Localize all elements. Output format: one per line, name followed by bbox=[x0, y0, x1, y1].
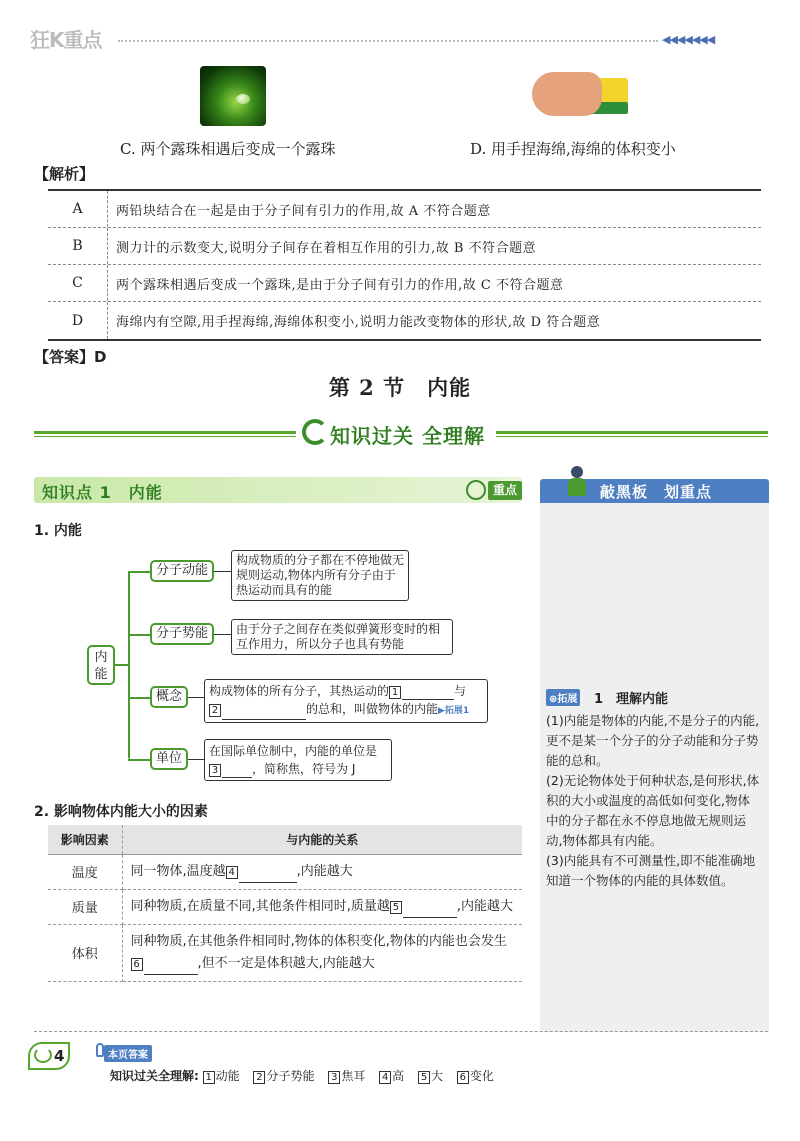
mindmap-node-concept: 概念 bbox=[150, 686, 188, 708]
mindmap-desc-potential: 由于分子之间存在类似弹簧形变时的相互作用力，所以分子也具有势能 bbox=[231, 619, 453, 655]
mindmap-connector bbox=[128, 759, 150, 761]
banner-line-left bbox=[34, 431, 296, 437]
analysis-text: 两铅块结合在一起是由于分子间有引力的作用,故 A 不符合题意 bbox=[116, 203, 491, 219]
blank-number: 2 bbox=[209, 704, 221, 717]
table-row bbox=[48, 854, 522, 889]
answer-blank-3[interactable] bbox=[222, 777, 252, 778]
refresh-icon bbox=[302, 419, 328, 445]
mindmap-connector bbox=[188, 759, 204, 760]
blank-number: 3 bbox=[209, 764, 221, 777]
dewdrop-photo bbox=[200, 66, 266, 126]
analysis-table bbox=[48, 189, 761, 341]
mindmap-connector bbox=[128, 571, 130, 759]
mindmap-desc-kinetic: 构成物质的分子都在不停地做无规则运动,物体内所有分子由于热运动而具有的能 bbox=[231, 550, 409, 601]
mindmap-connector bbox=[128, 634, 150, 636]
option-d-caption: D. 用手捏海绵,海绵的体积变小 bbox=[470, 140, 676, 158]
key-point-badge: 重点 bbox=[488, 481, 522, 500]
factor-cell: 温度 bbox=[48, 854, 122, 889]
factor-cell: 质量 bbox=[48, 889, 122, 924]
extension-paragraph: (1)内能是物体的内能,不是分子的内能,更不是某一个分子的分子动能和分子势能的总和。 bbox=[546, 713, 760, 768]
analysis-key: B bbox=[48, 228, 108, 264]
answer-item: 2 分子势能 bbox=[253, 1069, 314, 1083]
table-row bbox=[48, 924, 522, 981]
mindmap-node-kinetic: 分子动能 bbox=[150, 560, 214, 582]
analysis-key: A bbox=[48, 191, 108, 227]
extension-paragraph: (2)无论物体处于何种状态,是何形状,体积的大小或温度的高低如何变化,物体中的分子都在永不停息地做无规则运动,物体都具有内能。 bbox=[546, 773, 760, 848]
answer-blank-4[interactable] bbox=[239, 882, 297, 883]
extension-body bbox=[546, 711, 760, 891]
mindmap-node-unit: 单位 bbox=[150, 748, 188, 770]
extension-paragraph: (3)内能具有不可测量性,即不能准确地知道一个物体的内能的具体数值。 bbox=[546, 853, 756, 888]
page-answers-label: 知识过关全理解: bbox=[110, 1069, 199, 1083]
answer-label: 【答案】D bbox=[34, 348, 107, 366]
page-answers bbox=[110, 1067, 504, 1084]
table-header-row bbox=[48, 825, 522, 854]
answer-item: 3 焦耳 bbox=[328, 1069, 365, 1083]
pen-icon bbox=[34, 1047, 52, 1063]
target-icon bbox=[466, 480, 486, 500]
mindmap-connector bbox=[213, 571, 231, 572]
analysis-text: 两个露珠相遇后变成一个露珠,是由于分子间有引力的作用,故 C 不符合题意 bbox=[116, 277, 564, 293]
analysis-text: 海绵内有空隙,用手捏海绵,海绵体积变小,说明力能改变物体的形状,故 D 符合题意 bbox=[116, 315, 601, 330]
answer-blank-2[interactable] bbox=[222, 719, 306, 720]
column-header-relation: 与内能的关系 bbox=[122, 825, 522, 854]
factor-cell: 体积 bbox=[48, 924, 122, 981]
extension-tag: ⊕拓展 bbox=[546, 689, 580, 706]
analysis-row bbox=[48, 191, 761, 228]
extension-link[interactable]: ▶拓展1 bbox=[438, 706, 470, 716]
lightbulb-icon bbox=[96, 1043, 104, 1057]
relation-cell: 同一物体,温度越 4 ,内能越大 bbox=[122, 854, 522, 889]
relation-cell: 同种物质,在质量不同,其他条件相同时,质量越 5 ,内能越大 bbox=[122, 889, 522, 924]
mindmap-desc-unit: 在国际单位制中，内能的单位是 3 ，简称焦，符号为 J bbox=[204, 739, 392, 781]
mindmap-root: 内能 bbox=[87, 645, 115, 685]
analysis-key: C bbox=[48, 265, 108, 301]
answer-item: 4 高 bbox=[379, 1069, 404, 1083]
teacher-icon bbox=[566, 466, 588, 496]
header-divider bbox=[118, 40, 658, 42]
footer-divider bbox=[34, 1031, 768, 1032]
factors-heading: 2. 影响物体内能大小的因素 bbox=[34, 804, 208, 820]
answer-blank-1[interactable] bbox=[402, 699, 454, 700]
column-header-factor: 影响因素 bbox=[48, 825, 122, 854]
mindmap-connector bbox=[213, 634, 231, 635]
table-row bbox=[48, 889, 522, 924]
section-title: 第 2 节 内能 bbox=[328, 375, 472, 400]
banner-line-right bbox=[496, 431, 768, 437]
mindmap-connector bbox=[188, 697, 204, 698]
mindmap-connector bbox=[128, 697, 150, 699]
analysis-row bbox=[48, 228, 761, 265]
page-answers-tag: 本页答案 bbox=[104, 1045, 152, 1062]
blank-number: 1 bbox=[389, 686, 401, 699]
factors-table bbox=[48, 825, 522, 982]
answer-item: 5 大 bbox=[418, 1069, 443, 1083]
mindmap-connector bbox=[115, 664, 129, 666]
banner-title: 知识过关 全理解 bbox=[330, 424, 485, 448]
answer-item: 1 动能 bbox=[203, 1069, 240, 1083]
analysis-text: 测力计的示数变大,说明分子间存在着相互作用的引力,故 B 不符合题意 bbox=[116, 240, 537, 256]
mindmap-heading: 1. 内能 bbox=[34, 523, 82, 539]
analysis-key: D bbox=[48, 302, 108, 339]
analysis-row bbox=[48, 265, 761, 302]
answer-item: 6 变化 bbox=[457, 1069, 494, 1083]
sidebar-title: 敲黑板 划重点 bbox=[600, 483, 713, 501]
analysis-label: 【解析】 bbox=[34, 165, 95, 183]
mindmap-connector bbox=[128, 571, 150, 573]
mindmap-desc-concept: 构成物体的所有分子，其热运动的 1 与 2 的总和，叫做物体的内能▶拓展1 bbox=[204, 679, 488, 723]
header-arrows-icon: ◀◀◀◀◀◀◀ bbox=[662, 33, 715, 46]
relation-cell: 同种物质,在其他条件相同时,物体的体积变化,物体的内能也会发生6 ,但不一定是体积越大,内能越大 bbox=[122, 924, 522, 981]
answer-blank-5[interactable] bbox=[403, 917, 457, 918]
knowledge-point-title: 知识点 1 内能 bbox=[42, 483, 163, 502]
sponge-photo bbox=[532, 68, 628, 128]
option-c-caption: C. 两个露珠相遇后变成一个露珠 bbox=[120, 140, 336, 158]
page-number: 4 bbox=[54, 1047, 65, 1065]
analysis-row bbox=[48, 302, 761, 339]
header-logo: 狂K重点 bbox=[30, 28, 102, 52]
extension-title: 1 理解内能 bbox=[594, 692, 669, 707]
answer-blank-6[interactable] bbox=[144, 974, 198, 975]
mindmap-node-potential: 分子势能 bbox=[150, 623, 214, 645]
